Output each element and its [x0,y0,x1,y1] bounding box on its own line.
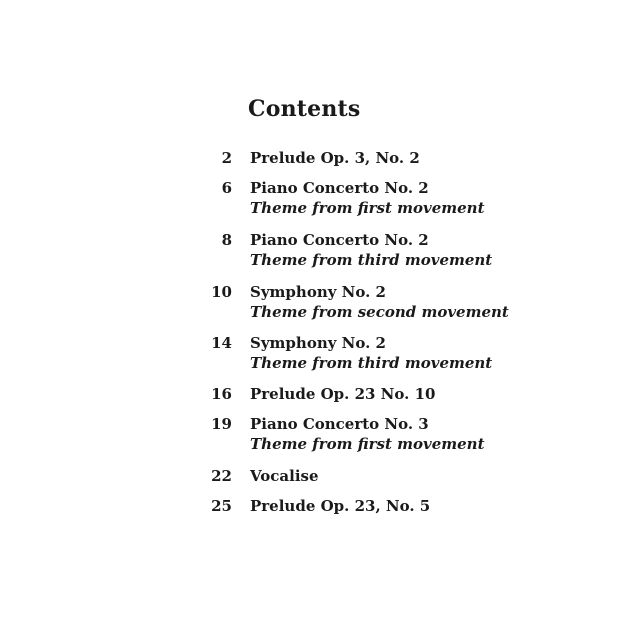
page-number: 14 [211,334,232,352]
entry-title: Piano Concerto No. 2 [250,231,429,249]
page-number: 16 [211,385,232,403]
entry-subtitle: Theme from third movement [250,354,493,372]
entry-title: Vocalise [250,467,319,485]
page-number: 22 [211,467,232,485]
entry-subtitle: Theme from third movement [250,251,493,269]
entry-subtitle: Theme from first movement [250,435,485,453]
page-number: 2 [221,149,232,167]
entry-title: Piano Concerto No. 3 [250,415,429,433]
entry-title: Symphony No. 2 [250,334,386,352]
page-number: 8 [221,231,232,249]
entry-title: Prelude Op. 23 No. 10 [250,385,436,403]
page-number: 19 [211,415,232,433]
page-number: 6 [221,179,232,197]
page-number: 25 [211,497,232,515]
entry-subtitle: Theme from second movement [250,303,509,321]
entry-title: Symphony No. 2 [250,283,386,301]
page-number: 10 [211,283,232,301]
entry-title: Prelude Op. 23, No. 5 [250,497,431,515]
entry-subtitle: Theme from first movement [250,199,485,217]
entry-title: Prelude Op. 3, No. 2 [250,149,420,167]
page-title: Contents [248,96,361,122]
entry-title: Piano Concerto No. 2 [250,179,429,197]
